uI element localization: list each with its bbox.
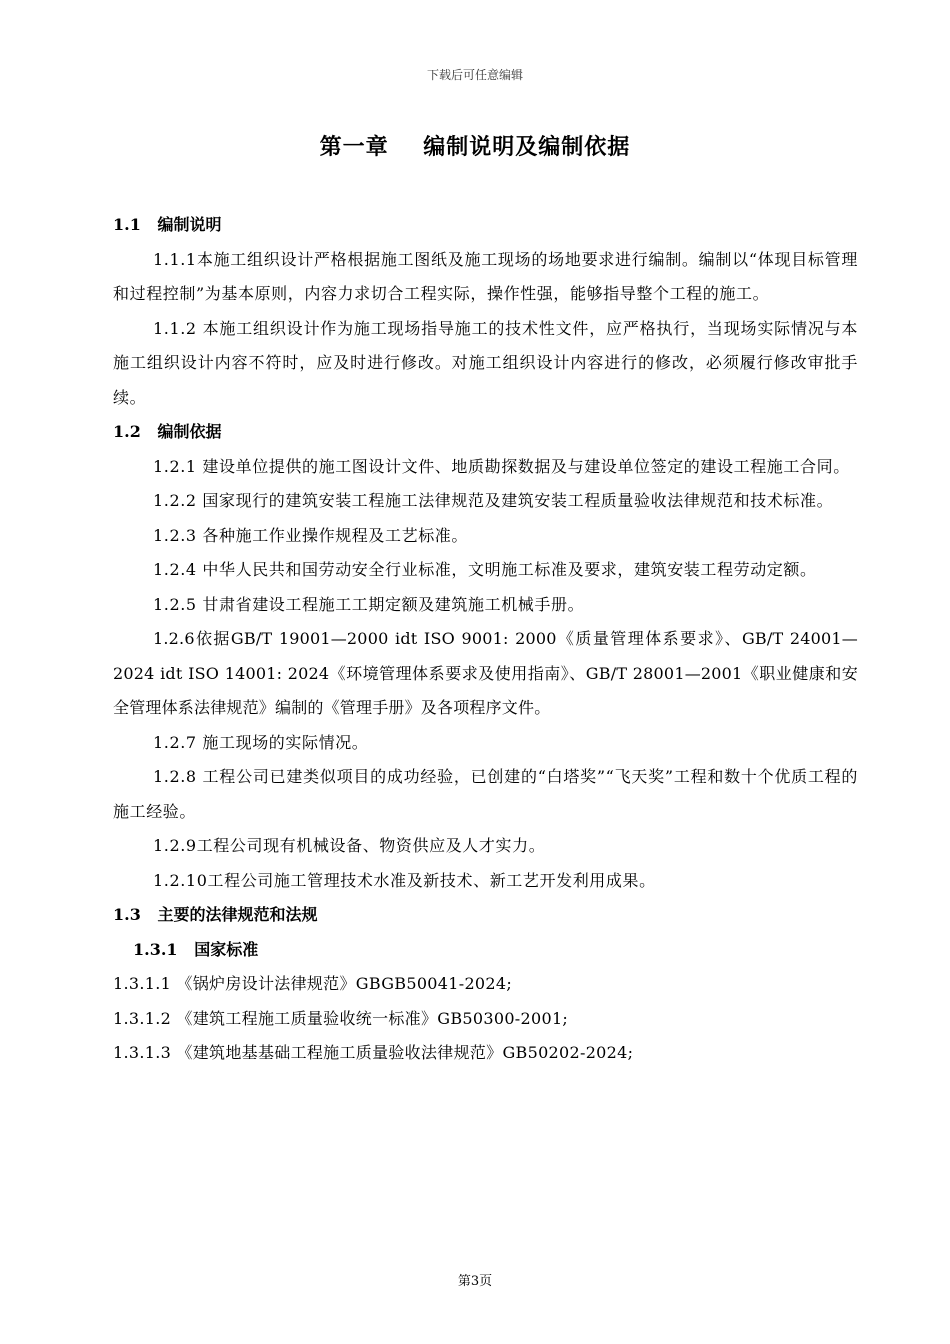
paragraph-1-2-5: 1.2.5 甘肃省建设工程施工工期定额及建筑施工机械手册。: [153, 594, 585, 614]
standard-list-item: 1.3.1.1 《锅炉房设计法律规范》GBGB50041-2024;: [113, 974, 513, 993]
paragraph-1-2-1: 1.2.1 建设单位提供的施工图设计文件、地质勘探数据及与建设单位签定的建设工程施工合同。: [153, 456, 850, 476]
paragraph-1-2-3: 1.2.3 各种施工作业操作规程及工艺标准。: [153, 525, 468, 545]
chapter-title: 第一章 编制说明及编制依据: [319, 134, 631, 160]
paragraph-1-1-1: 1.1.1本施工组织设计严格根据施工图纸及施工现场的场地要求进行编制。编制以“体现目标管理和过程控制”为基本原则，内容力求切合工程实际，操作性强，能够指导整个工程的施工。: [113, 249, 858, 303]
section-heading-1-3: 1.3 主要的法律规范和法规: [113, 905, 318, 924]
standard-list-item: 1.3.1.3 《建筑地基基础工程施工质量验收法律规范》GB50202-2024;: [113, 1043, 634, 1062]
paragraph-1-2-4: 1.2.4 中华人民共和国劳动安全行业标准，文明施工标准及要求，建筑安装工程劳动定额。: [153, 560, 817, 579]
section-heading-1-1: 1.1 编制说明: [113, 215, 222, 234]
document-body: [113, 208, 858, 1071]
page-header: 下载后可任意编辑: [426, 68, 523, 82]
subsection-heading-1-3-1: 1.3.1 国家标准: [133, 939, 259, 959]
paragraph-1-2-9: 1.2.9工程公司现有机械设备、物资供应及人才实力。: [153, 836, 546, 855]
paragraph-1-1-2: 1.1.2 本施工组织设计作为施工现场指导施工的技术性文件，应严格执行，当现场实际情况与本施工组织设计内容不符时，应及时进行修改。对施工组织设计内容进行的修改，必须履行修改审批手续。: [113, 318, 858, 407]
paragraph-1-2-7: 1.2.7 施工现场的实际情况。: [153, 732, 369, 752]
paragraph-1-2-8: 1.2.8 工程公司已建类似项目的成功经验，已创建的“白塔奖”“飞天奖”工程和数十个优质工程的施工经验。: [113, 767, 858, 821]
paragraph-1-2-10: 1.2.10工程公司施工管理技术水准及新技术、新工艺开发利用成果。: [153, 870, 656, 890]
page-number: 第3页: [457, 1274, 493, 1289]
paragraph-1-2-2: 1.2.2 国家现行的建筑安装工程施工法律规范及建筑安装工程质量验收法律规范和技术标准。: [153, 491, 834, 510]
section-heading-1-2: 1.2 编制依据: [113, 422, 222, 441]
standard-list-item: 1.3.1.2 《建筑工程施工质量验收统一标准》GB50300-2001;: [113, 1008, 569, 1028]
paragraph-1-2-6: 1.2.6依据GB/T 19001—2000 idt ISO 9001: 2000《质量管理体系要求》、GB/T 24001—2024 idt ISO 14001: 2024《环境管理体系要求及使用指南》、GB/T 28001—2001《职业健康和安全管理体系法律规范》编制的《管理手册》及各项程序文件。: [113, 629, 858, 717]
